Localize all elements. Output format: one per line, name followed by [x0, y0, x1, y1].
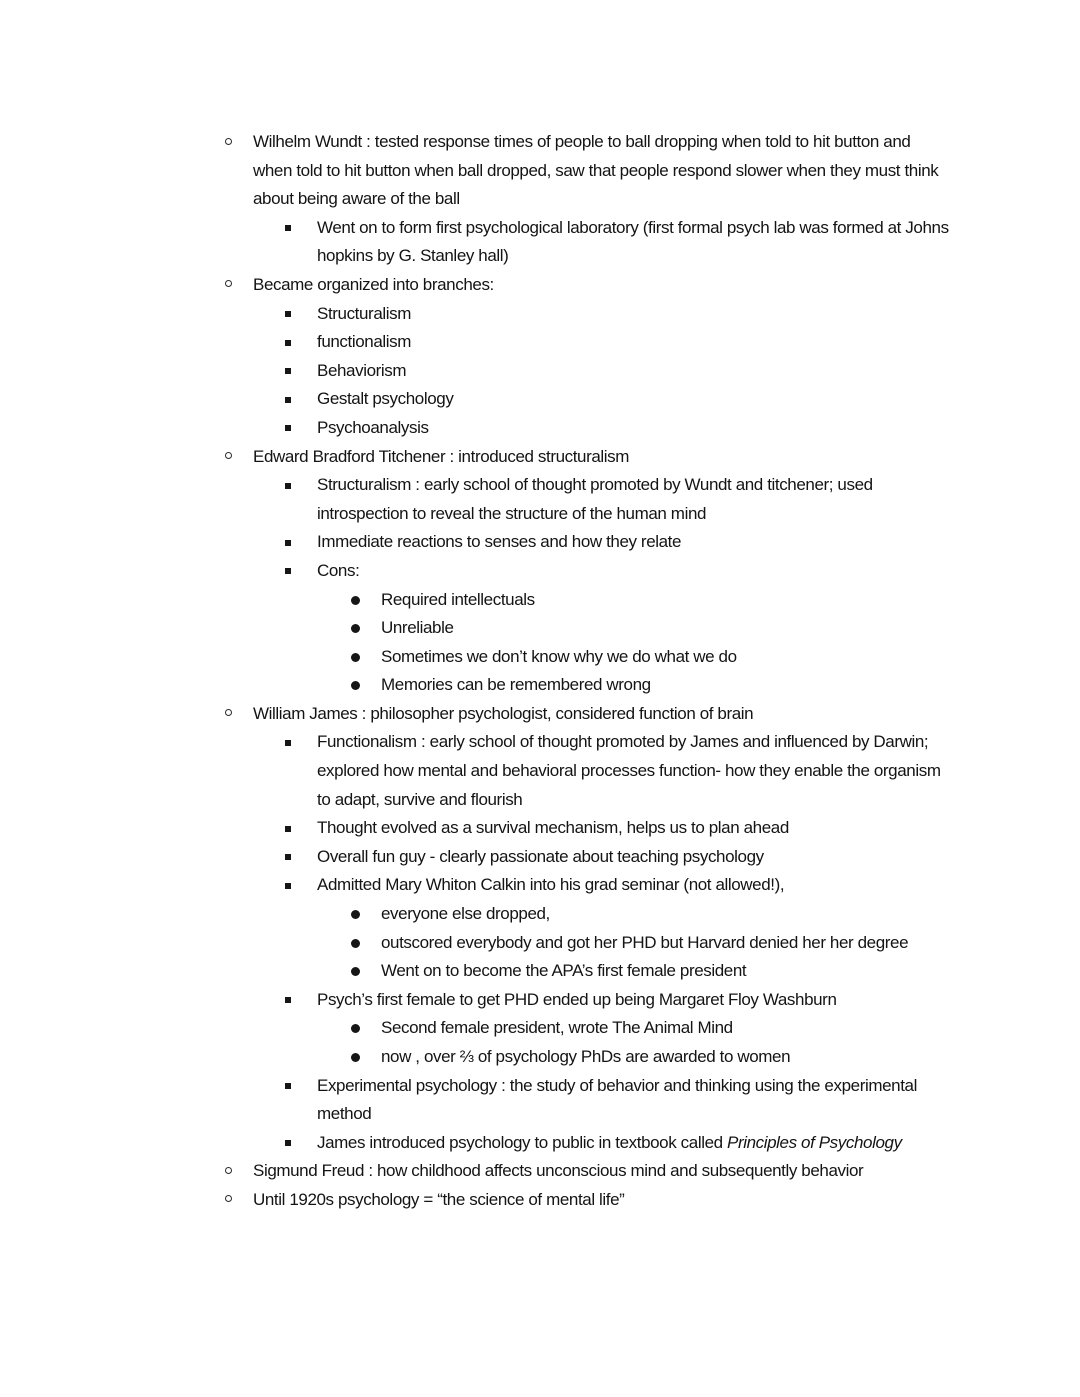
square-bullet-icon — [285, 740, 291, 746]
list-item-text: Went on to become the APA’s first female president — [381, 961, 747, 981]
list-item — [381, 586, 953, 615]
square-bullet-icon — [285, 483, 291, 489]
circle-bullet-icon — [225, 452, 232, 459]
circle-bullet-icon — [225, 280, 232, 287]
notes-list — [0, 128, 1080, 1215]
list-item-text: outscored everybody and got her PHD but Harvard denied her her degree — [381, 932, 909, 952]
square-bullet-icon — [285, 568, 291, 574]
circle-bullet-icon — [225, 709, 232, 716]
list-item — [317, 557, 953, 586]
list-item-text: everyone else dropped, — [381, 904, 550, 924]
list-item — [317, 986, 953, 1015]
list-item-text: Required intellectuals — [381, 589, 535, 609]
list-item-text: Behaviorism — [317, 360, 407, 380]
list-item — [317, 357, 953, 386]
list-item-text: Gestalt psychology — [317, 389, 454, 409]
list-item-text: Became organized into branches: — [253, 274, 494, 294]
square-bullet-icon — [285, 540, 291, 546]
list-item-text: Experimental psychology : the study of behavior and thinking using the experimental method — [317, 1075, 917, 1124]
list-item-text: Edward Bradford Titchener : introduced structuralism — [253, 446, 630, 466]
list-item-text: now , over ⅔ of psychology PhDs are awarded to women — [381, 1047, 791, 1066]
list-item — [317, 414, 953, 443]
dot-bullet-icon — [351, 939, 360, 948]
square-bullet-icon — [285, 397, 291, 403]
circle-bullet-icon — [225, 1167, 232, 1174]
list-item-text: functionalism — [317, 332, 412, 352]
list-item-text: Cons: — [317, 560, 360, 580]
square-bullet-icon — [285, 1140, 291, 1146]
list-item — [317, 1129, 953, 1158]
dot-bullet-icon — [351, 624, 360, 633]
dot-bullet-icon — [351, 653, 360, 662]
list-item — [317, 871, 953, 900]
list-item-text: Psychoanalysis — [317, 417, 429, 437]
list-item — [317, 528, 953, 557]
list-item — [381, 929, 953, 958]
list-item-text: Overall fun guy - clearly passionate about teaching psychology — [317, 846, 764, 866]
square-bullet-icon — [285, 368, 291, 374]
list-item-text — [317, 1133, 902, 1152]
list-item-text: Sigmund Freud : how childhood affects unconscious mind and subsequently behavior — [253, 1161, 864, 1181]
list-item — [317, 471, 953, 528]
list-item — [253, 700, 953, 729]
list-item — [317, 728, 953, 814]
list-item — [381, 671, 953, 700]
square-bullet-icon — [285, 311, 291, 317]
circle-bullet-icon — [225, 1195, 232, 1202]
list-item-text: Until 1920s psychology = “the science of mental life” — [253, 1189, 625, 1209]
list-item — [381, 614, 953, 643]
list-item-text: Went on to form first psychological laboratory (first formal psych lab was formed at Johns hopkins by G. Stanley hall) — [317, 217, 949, 266]
list-item-text: Memories can be remembered wrong — [381, 675, 651, 695]
list-item-text: Functionalism : early school of thought promoted by James and influenced by Darwin; explored how mental and behavioral processes function- how they enable the organism to adapt, survive and flourish — [317, 732, 941, 809]
list-item-text-regular: James introduced psychology to public in textbook called — [317, 1132, 728, 1152]
square-bullet-icon — [285, 225, 291, 231]
square-bullet-icon — [285, 854, 291, 860]
square-bullet-icon — [285, 425, 291, 431]
list-item — [253, 271, 953, 300]
list-item — [381, 957, 953, 986]
square-bullet-icon — [285, 1083, 291, 1089]
book-title-italic: Principles of Psychology — [727, 1132, 902, 1152]
dot-bullet-icon — [351, 967, 360, 976]
square-bullet-icon — [285, 340, 291, 346]
square-bullet-icon — [285, 997, 291, 1003]
list-item-text: Wilhelm Wundt : tested response times of people to ball dropping when told to hit button and when told to hit button when ball dropped, saw that people respond slower when they must think about being aware of the ball — [253, 132, 939, 209]
list-item-text: Structuralism : early school of thought promoted by Wundt and titchener; used introspection to reveal the structure of the human mind — [317, 475, 873, 523]
list-item-text: Second female president, wrote The Animal Mind — [381, 1018, 733, 1038]
dot-bullet-icon — [351, 681, 360, 690]
dot-bullet-icon — [351, 1053, 360, 1062]
list-item — [317, 1072, 953, 1129]
list-item — [317, 300, 953, 329]
list-item — [253, 128, 953, 214]
list-item-text: Thought evolved as a survival mechanism, helps us to plan ahead — [317, 818, 789, 838]
list-item-text: William James : philosopher psychologist, considered function of brain — [253, 703, 754, 723]
list-item — [317, 814, 953, 843]
dot-bullet-icon — [351, 1024, 360, 1033]
list-item — [253, 1157, 953, 1186]
list-item-text: Sometimes we don’t know why we do what we do — [381, 646, 737, 666]
dot-bullet-icon — [351, 910, 360, 919]
list-item-text: Unreliable — [381, 618, 454, 638]
list-item — [317, 214, 953, 271]
list-item-text: Immediate reactions to senses and how they relate — [317, 532, 682, 552]
list-item-text: Admitted Mary Whiton Calkin into his grad seminar (not allowed!), — [317, 875, 785, 895]
list-item — [317, 385, 953, 414]
list-item — [381, 1014, 953, 1043]
list-item — [381, 900, 953, 929]
list-item — [253, 1186, 953, 1215]
list-item — [317, 843, 953, 872]
circle-bullet-icon — [225, 138, 232, 145]
list-item — [317, 328, 953, 357]
list-item-text: Structuralism — [317, 303, 411, 323]
square-bullet-icon — [285, 883, 291, 889]
square-bullet-icon — [285, 826, 291, 832]
list-item — [253, 443, 953, 472]
list-item — [381, 1043, 953, 1072]
list-item-text: Psych’s first female to get PHD ended up being Margaret Floy Washburn — [317, 989, 837, 1009]
dot-bullet-icon — [351, 596, 360, 605]
list-item — [381, 643, 953, 672]
